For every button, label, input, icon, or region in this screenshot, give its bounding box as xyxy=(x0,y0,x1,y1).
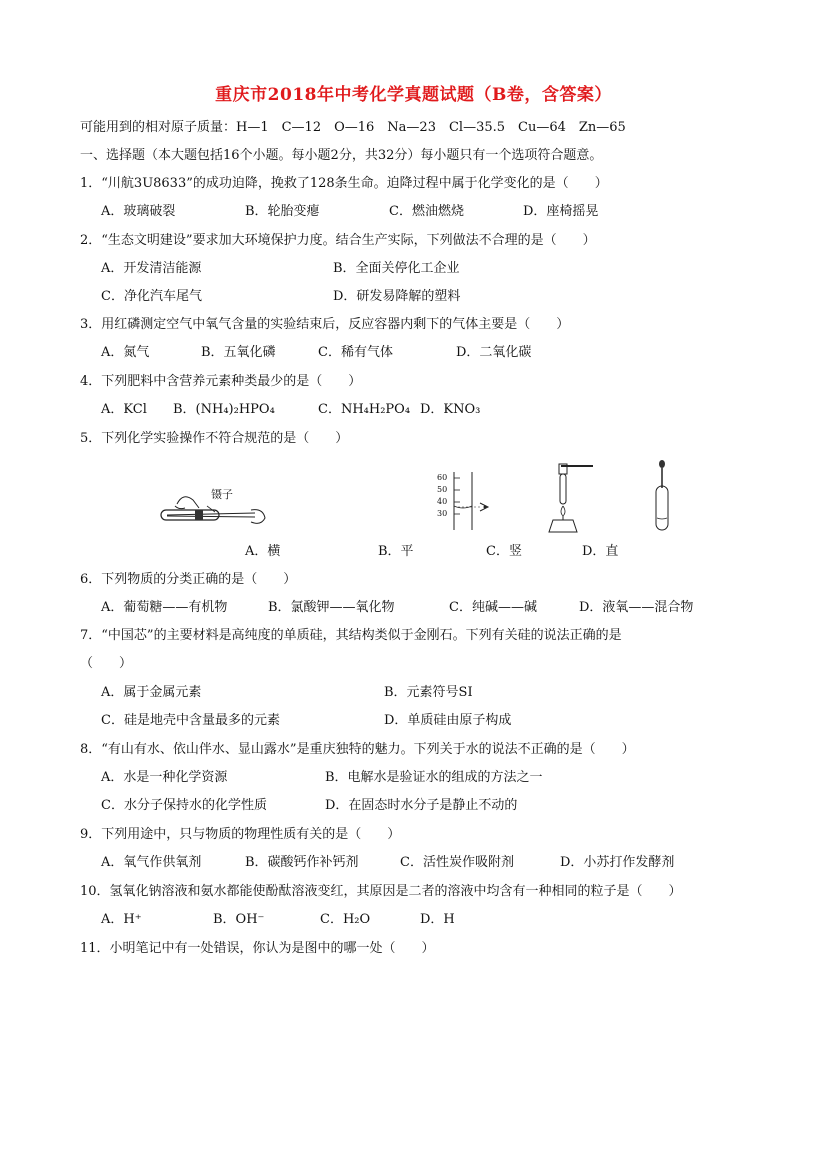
q4-option-d: D．KNO₃ xyxy=(420,402,481,417)
q4-option-a: A．KCl xyxy=(101,402,147,417)
question-1-stem: 1．“川航3U8633”的成功迫降，挽救了128条生命。迫降过程中属于化学变化的是（ ） xyxy=(80,176,608,191)
q8-option-d: D．在固态时水分子是静止不动的 xyxy=(325,798,518,813)
tweezers-label: 镊子 xyxy=(211,488,233,501)
q5-option-a: A．横 xyxy=(245,544,281,559)
question-7-stem-cont: （ ） xyxy=(80,656,133,671)
q8-option-b: B．电解水是验证水的组成的方法之一 xyxy=(325,770,543,785)
section-heading: 一、选择题（本大题包括16个小题。每小题2分，共32分）每小题只有一个选项符合题意。 xyxy=(80,148,603,163)
q4-option-b: B．(NH₄)₂HPO₄ xyxy=(173,402,275,417)
q2-option-a: A．开发清洁能源 xyxy=(101,261,202,276)
q1-option-b: B．轮胎变瘪 xyxy=(245,204,320,219)
atomic-masses-line: 可能用到的相对原子质量：H—1 C—12 O—16 Na—23 Cl—35.5 Cu—64 Zn—65 xyxy=(80,120,626,135)
q9-option-d: D．小苏打作发酵剂 xyxy=(560,855,675,870)
question-8-stem: 8．“有山有水、依山伴水、显山露水”是重庆独特的魅力。下列关于水的说法不正确的是（ ） xyxy=(80,742,635,757)
q6-option-b: B．氯酸钾——氧化物 xyxy=(268,600,395,615)
q2-option-d: D．研发易降解的塑料 xyxy=(333,289,461,304)
q5-option-c: C．竖 xyxy=(486,544,522,559)
q3-option-b: B．五氧化磷 xyxy=(201,345,276,360)
question-4-stem: 4．下列肥料中含营养元素种类最少的是（ ） xyxy=(80,374,362,389)
question-2-stem: 2．“生态文明建设”要求加大环境保护力度。结合生产实际，下列做法不合理的是（ ） xyxy=(80,233,596,248)
page-title: 重庆市2018年中考化学真题试题（B卷，含答案） xyxy=(215,85,612,105)
figure-c-tube-over-lamp xyxy=(545,462,597,534)
q3-option-c: C．稀有气体 xyxy=(318,345,393,360)
q2-option-b: B．全面关停化工企业 xyxy=(333,261,460,276)
question-11-stem: 11．小明笔记中有一处错误，你认为是图中的哪一处（ ） xyxy=(80,941,435,956)
q3-option-d: D．二氧化碳 xyxy=(456,345,532,360)
q6-option-a: A．葡萄糖——有机物 xyxy=(101,600,228,615)
tick-label-30: 30 xyxy=(437,509,448,518)
q10-option-d: D．H xyxy=(420,912,455,927)
q6-option-d: D．液氧——混合物 xyxy=(579,600,694,615)
q7-option-a: A．属于金属元素 xyxy=(101,685,202,700)
q7-option-c: C．硅是地壳中含量最多的元素 xyxy=(101,713,280,728)
q10-option-a: A．H⁺ xyxy=(101,912,142,927)
q5-option-b: B．平 xyxy=(378,544,414,559)
q5-option-d: D．直 xyxy=(582,544,619,559)
q9-option-a: A．氧气作供氧剂 xyxy=(101,855,202,870)
question-9-stem: 9．下列用途中，只与物质的物理性质有关的是（ ） xyxy=(80,827,401,842)
q2-option-c: C．净化汽车尾气 xyxy=(101,289,202,304)
question-6-stem: 6．下列物质的分类正确的是（ ） xyxy=(80,572,297,587)
question-7-stem: 7．“中国芯”的主要材料是高纯度的单质硅，其结构类似于金刚石。下列有关硅的说法正确的是 xyxy=(80,628,622,643)
q1-option-a: A．玻璃破裂 xyxy=(101,204,176,219)
q3-option-a: A．氮气 xyxy=(101,345,150,360)
q7-option-d: D．单质硅由原子构成 xyxy=(384,713,512,728)
q7-option-b: B．元素符号SI xyxy=(384,685,473,700)
q10-option-c: C．H₂O xyxy=(320,912,371,927)
q1-option-d: D．座椅摇晃 xyxy=(523,204,599,219)
q4-option-c: C．NH₄H₂PO₄ xyxy=(318,402,411,417)
q8-option-c: C．水分子保持水的化学性质 xyxy=(101,798,267,813)
q8-option-a: A．水是一种化学资源 xyxy=(101,770,228,785)
q9-option-b: B．碳酸钙作补钙剂 xyxy=(245,855,359,870)
tick-label-60: 60 xyxy=(437,473,448,482)
q10-option-b: B．OH⁻ xyxy=(213,912,265,927)
q6-option-c: C．纯碱——碱 xyxy=(449,600,537,615)
question-3-stem: 3．用红磷测定空气中氧气含量的实验结束后，反应容器内剩下的气体主要是（ ） xyxy=(80,317,570,332)
q9-option-c: C．活性炭作吸附剂 xyxy=(400,855,514,870)
tick-label-40: 40 xyxy=(437,497,448,506)
figure-d-dropper-test-tube xyxy=(650,458,674,534)
tick-label-50: 50 xyxy=(437,485,448,494)
question-5-stem: 5．下列化学实验操作不符合规范的是（ ） xyxy=(80,431,349,446)
q1-option-c: C．燃油燃烧 xyxy=(389,204,464,219)
question-10-stem: 10．氢氧化钠溶液和氨水都能使酚酞溶液变红，其原因是二者的溶液中均含有一种相同的粒子是（ ） xyxy=(80,884,682,899)
